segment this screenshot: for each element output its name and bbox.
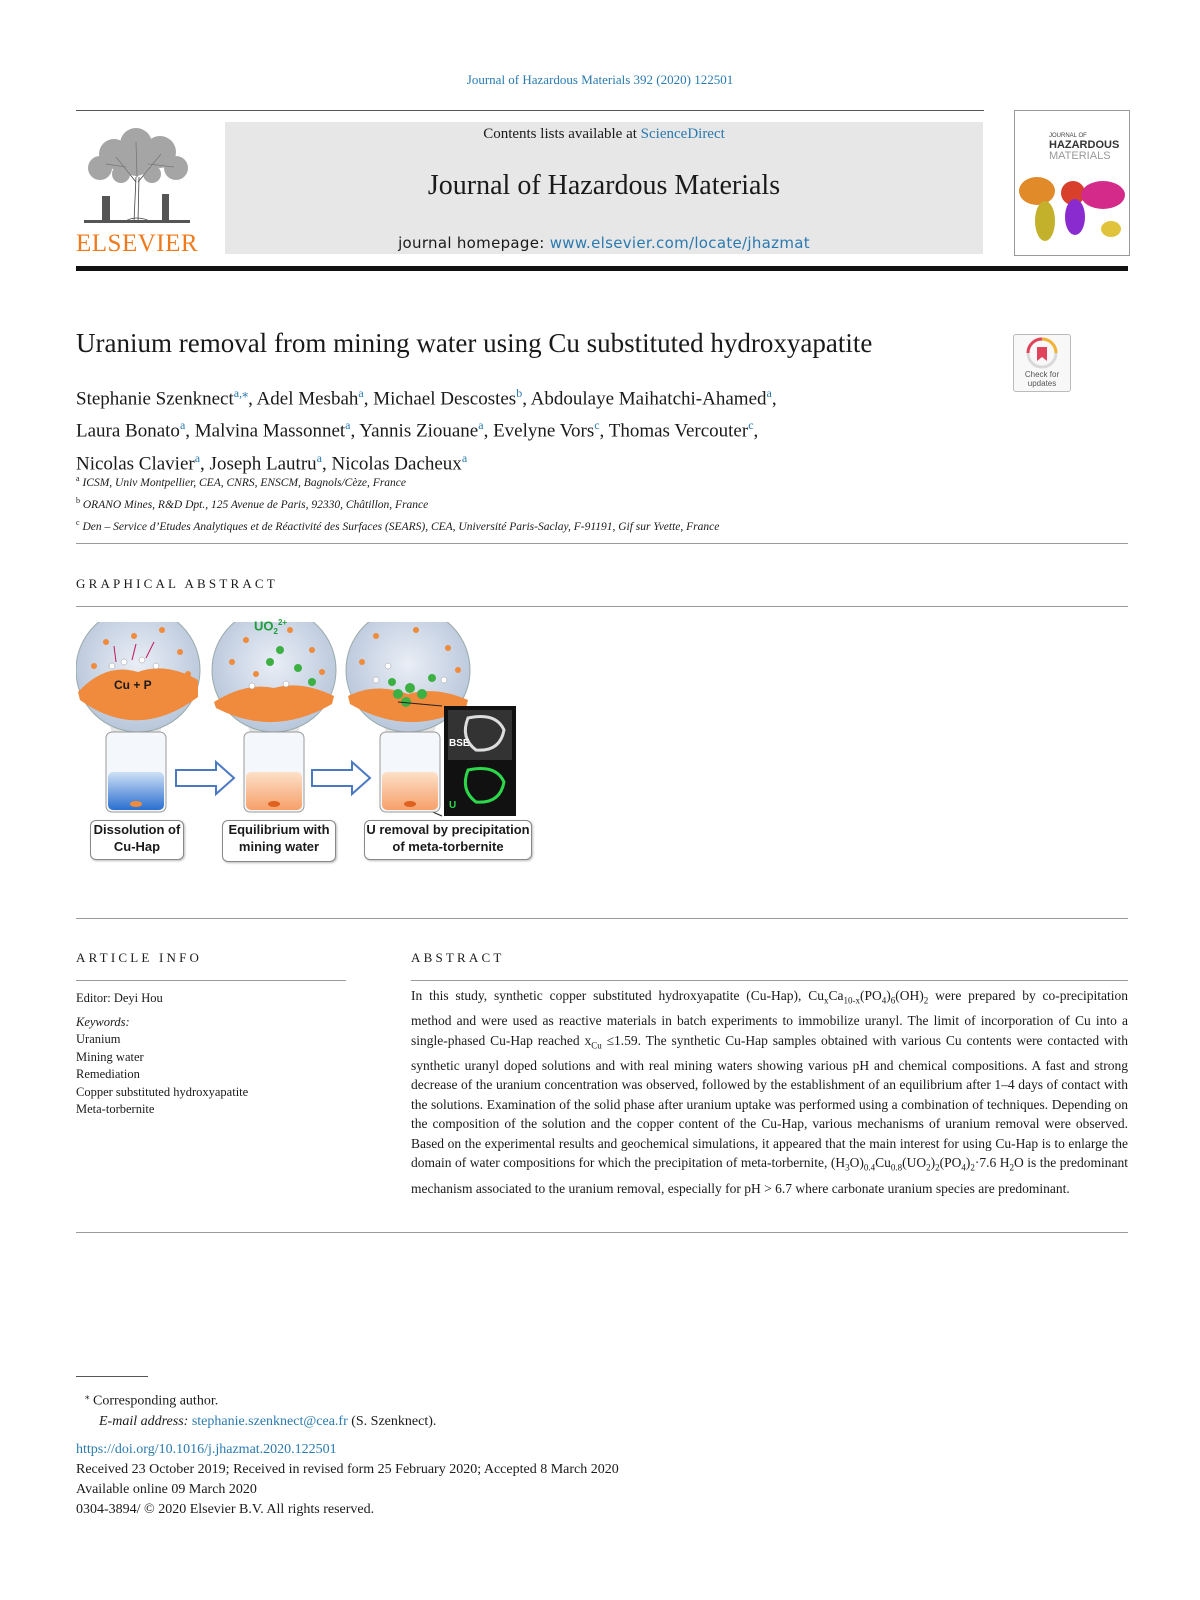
author-affiliation-mark[interactable]: a,⁎ [233, 386, 249, 400]
affiliation-line: $^a$ ICSM, Univ Montpellier, CEA, CNRS, ENSCM, Bagnols/Cèze, France [76, 474, 406, 489]
publication-info [76, 1440, 619, 1520]
copyright: 0304-3894/ © 2020 Elsevier B.V. All rights reserved. [76, 1502, 375, 1517]
journal-name: Journal of Hazardous Materials [427, 170, 781, 201]
article-info [76, 978, 346, 1119]
keyword-item: Copper substituted hydroxyapatite [76, 1084, 249, 1099]
author-affiliation-mark[interactable]: a [179, 418, 186, 433]
author-name[interactable]: Joseph Lautru [209, 452, 317, 474]
author-name[interactable]: Stephanie Szenknect [76, 388, 234, 410]
keyword-item: Mining water [76, 1049, 144, 1064]
divider [76, 1232, 1128, 1233]
uo2-label: $UO_2^{2+}$ [254, 618, 288, 636]
graphical-abstract-figure [76, 618, 536, 882]
editor-line: Editor: Deyi Hou [76, 991, 163, 1005]
affiliation-line: $^c$ Den – Service d’Etudes Analytiques et de Réactivité des Surfaces (SEARS), CEA, Université Paris-Saclay, F-91191, Gif sur Yvette, France [76, 517, 720, 533]
author-name[interactable]: Laura Bonato [76, 420, 180, 442]
journal-banner [225, 122, 983, 254]
author-affiliation-mark[interactable]: c [748, 418, 754, 433]
journal-citation[interactable]: Journal of Hazardous Materials 392 (2020) 122501 [466, 72, 734, 87]
graphical-abstract-heading: GRAPHICAL ABSTRACT [76, 576, 278, 591]
footnote-rule [76, 1376, 148, 1377]
divider [76, 606, 1128, 607]
author-name[interactable]: Yannis Ziouane [359, 420, 479, 442]
online-date: Available online 09 March 2020 [76, 1482, 257, 1497]
step-box-line: Cu-Hap [113, 839, 161, 854]
journal-cover[interactable] [1014, 110, 1130, 256]
arrow-right-icon [312, 762, 370, 794]
cover-title-2: MATERIALS [1049, 150, 1111, 162]
abstract-text [411, 978, 1128, 1198]
author-name[interactable]: Malvina Massonnet [194, 420, 346, 442]
author-name[interactable]: Thomas Vercouter [608, 420, 749, 442]
bubble-1 [76, 622, 200, 732]
author-email-link[interactable]: stephanie.szenknect@cea.fr [191, 1413, 348, 1429]
divider [76, 543, 1128, 544]
cover-world-map-icon [1015, 171, 1129, 255]
author-affiliation-mark[interactable]: a [194, 450, 201, 465]
elsevier-wordmark: ELSEVIER [76, 230, 199, 257]
keyword-item: Remediation [76, 1067, 140, 1081]
check-updates-label: Check for updates [1024, 370, 1060, 388]
journal-homepage-link[interactable]: www.elsevier.com/locate/jhazmat [549, 234, 810, 252]
header-thick-rule [76, 266, 1128, 271]
step-box-line: U removal by precipitation [366, 822, 530, 837]
keyword-list [76, 1031, 346, 1119]
step-box-dissolution [90, 820, 184, 860]
check-updates-icon [1014, 335, 1070, 373]
homepage-line: journal homepage: www.elsevier.com/locate/jhazmat [398, 234, 810, 252]
step-box-equilibrium [222, 820, 336, 862]
step-box-line: of meta-torbernite [392, 839, 504, 854]
corresponding-author-note: ⁎ Corresponding author. E-mail address: stephanie.szenknect@cea.fr (S. Szenknect). [85, 1391, 437, 1429]
step-box-line: mining water [238, 839, 320, 854]
author-affiliation-mark[interactable]: a [478, 418, 484, 433]
author-affiliation-mark[interactable]: c [594, 418, 600, 433]
divider [76, 918, 1128, 919]
author-name[interactable]: Evelyne Vors [493, 420, 595, 442]
doi-link[interactable]: https://doi.org/10.1016/j.jhazmat.2020.122501 [76, 1442, 337, 1457]
keywords-label: Keywords: [76, 1014, 130, 1029]
keyword-item: Uranium [76, 1032, 121, 1046]
cover-small-text: JOURNAL OF [1049, 133, 1087, 139]
author-name[interactable]: Adel Mesbah [256, 388, 359, 410]
abstract-heading: ABSTRACT [411, 950, 505, 965]
bubble-2 [212, 622, 336, 732]
affiliation-line: $^b$ ORANO Mines, R&D Dpt., 125 Avenue de Paris, 92330, Châtillon, France [76, 495, 429, 511]
header-rule [76, 110, 984, 111]
affiliations [76, 470, 719, 535]
keyword-item: Meta-torbernite [76, 1102, 155, 1116]
beaker-2 [244, 732, 304, 812]
u-map-label: U [449, 800, 457, 811]
author-name[interactable]: Nicolas Dacheux [331, 452, 462, 474]
cover-title-1: HAZARDOUS [1049, 139, 1120, 151]
bse-label: BSE [449, 738, 470, 749]
cu-p-label: Cu + P [114, 678, 152, 692]
author-name[interactable]: Michael Descostes [373, 388, 517, 410]
sciencedirect-link[interactable]: ScienceDirect [640, 126, 725, 142]
author-affiliation-mark[interactable]: b [516, 386, 523, 400]
step-box-line: Dissolution of [93, 822, 181, 837]
author-affiliation-mark[interactable]: a [358, 386, 364, 400]
author-affiliation-mark[interactable]: a [766, 386, 772, 400]
step-box-line: Equilibrium with [228, 822, 330, 837]
contents-line: Contents lists available at ScienceDirect [483, 126, 725, 142]
beaker-3 [380, 732, 440, 812]
author-affiliation-mark[interactable]: a [345, 418, 351, 433]
author-affiliation-mark[interactable]: a [316, 450, 322, 465]
history-dates: Received 23 October 2019; Received in revised form 25 February 2020; Accepted 8 March 2020 [76, 1462, 619, 1477]
author-list: Stephanie Szenknect$^{a,⁎}$, Adel Mesbah$^a$, Michael Descostes$^b$, Abdoulaye Maihatchi-Ahamed$^a$, Laura Bonato$^a$, Malvina Massonnet$^a$, Yannis Ziouane$^a$, Evelyne Vors$^c$, Thomas Vercouter$^c$, Nicolas Clavier$^a$, Joseph Lautru$^a$, Nicolas Dacheux$^a$ [76, 386, 777, 474]
beaker-1 [106, 732, 166, 812]
step-box-u-removal [364, 820, 532, 860]
author-affiliation-mark[interactable]: a [461, 450, 468, 465]
abstract-paragraph: In this study, synthetic copper substituted hydroxyapatite (Cu-Hap), $Cu_xCa_{10-x}(PO_4)_6(OH)_2$ were prepared by co-precipitation method and were used as reactive materials in batch experiments to immobilize uranyl. The limit of incorporation of Cu into a single-phased Cu-Hap reached $x_{Cu} \le 1.59$. The synthetic Cu-Hap samples obtained with various Cu contents were contacted with synthetic uranyl doped solutions and with real mining waters showing various pH and chemical compositions. A fast and strong decrease of the uranium concentration was observed, followed by the establishment of an equilibrium after 1–4 days of contact with the solutions. Examination of the solid phase after uranium uptake was performed using a combination of techniques. Depending on the composition of the solution and the copper content of the Cu-Hap, various mechanisms of uranium removal were observed. Based on the experimental results and geochemical simulations, it appeared that the main interest for using Cu-Hap is to enlarge the domain of water compositions for which the precipitation of meta-torbernite, $(H_3O)_{0.4}Cu_{0.8}(UO_2)_2(PO_4)_2\cdot 7.6$ $H_2O$ is the predominant mechanism associated to the uranium removal, especially for pH > 6.7 where carbonate uranium species are predominant. [411, 988, 1128, 1196]
author-name[interactable]: Abdoulaye Maihatchi-Ahamed [530, 388, 767, 410]
article-info-heading: ARTICLE INFO [76, 950, 203, 965]
author-name[interactable]: Nicolas Clavier [76, 452, 195, 474]
article-title: Uranium removal from mining water using Cu substituted hydroxyapatite [76, 328, 873, 358]
arrow-right-icon [176, 762, 234, 794]
check-for-updates-badge[interactable] [1013, 334, 1071, 392]
